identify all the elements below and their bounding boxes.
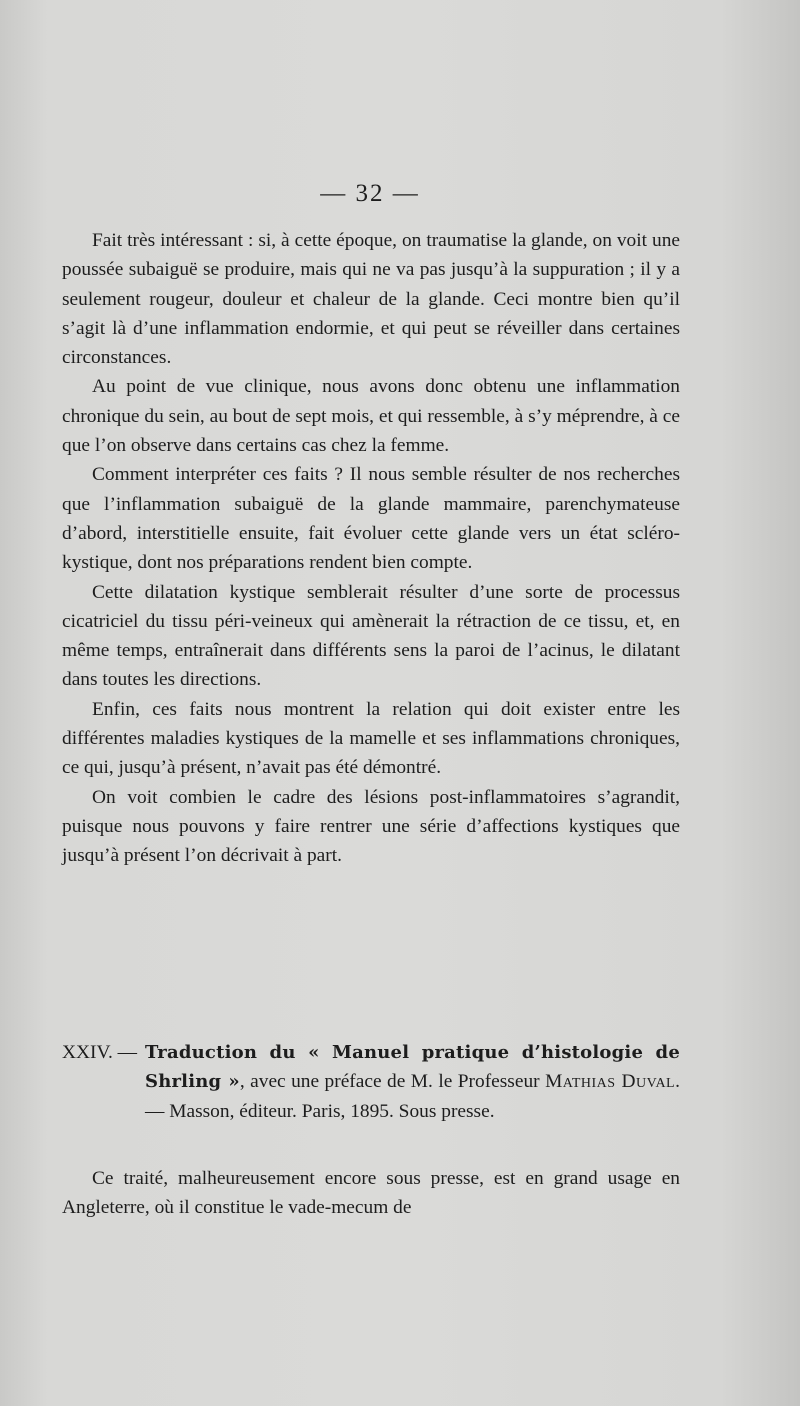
paragraph: On voit combien le cadre des lésions post-inflammatoires s’agrandit, puisque nous pouvons y faire rentrer une série d’affections kystiques que jusqu’à présent l’on décrivait à part. [62, 786, 680, 867]
entry-publisher: . — Masson, éditeur. Paris, 1895. Sous presse. [145, 1071, 680, 1122]
continuation-text [62, 1164, 680, 1223]
body-text [62, 226, 680, 871]
paragraph: Cette dilatation kystique semblerait résulter d’une sorte de processus cicatriciel du tissu péri-veineux qui amènerait la rétraction de ce tissu, et, en même temps, entraînerait dans différents sens la paroi de l’acinus, le dilatant dans toutes les directions. [62, 581, 680, 691]
paragraph: Ce traité, malheureusement encore sous presse, est en grand usage en Angleterre, où il constitue le vade-mecum de [62, 1168, 680, 1219]
entry-title: Traduction du « Manuel pratique d’histologie de Shrling » [145, 1042, 680, 1093]
paragraph: Enfin, ces faits nous montrent la relation qui doit exister entre les différentes maladies kystiques de la mamelle et ses inflammations chroniques, ce qui, jusqu’à présent, n’avait pas été démontré. [62, 698, 680, 779]
entry-number: XXIV. — [62, 1042, 138, 1063]
paragraph: Fait très intéressant : si, à cette époque, on traumatise la glande, on voit une poussée subaiguë se produire, mais qui ne va pas jusqu’à la suppuration ; il y a seulement rougeur, douleur et chaleur de la glande. Ceci montre bien qu’il s’agit là d’une inflammation endormie, et qui peut se réveiller dans certaines circonstances. [62, 230, 680, 369]
entry-body [145, 1038, 680, 1126]
entry-author: Mathias Duval [545, 1071, 676, 1093]
page-number: — 32 — [320, 180, 420, 207]
paragraph: Au point de vue clinique, nous avons donc obtenu une inflammation chronique du sein, au bout de sept mois, et qui ressemble, à s’y méprendre, à ce que l’on observe dans certains cas chez la femme. [62, 376, 680, 457]
paragraph: Comment interpréter ces faits ? Il nous semble résulter de nos recherches que l’inflammation subaiguë de la glande mammaire, parenchymateuse d’abord, interstitielle ensuite, fait évoluer cette glande vers un état scléro-kystique, dont nos préparations rendent bien compte. [62, 464, 680, 574]
bibliography-entry [62, 1038, 680, 1126]
entry-text: , avec une préface de M. le Professeur [239, 1071, 540, 1093]
